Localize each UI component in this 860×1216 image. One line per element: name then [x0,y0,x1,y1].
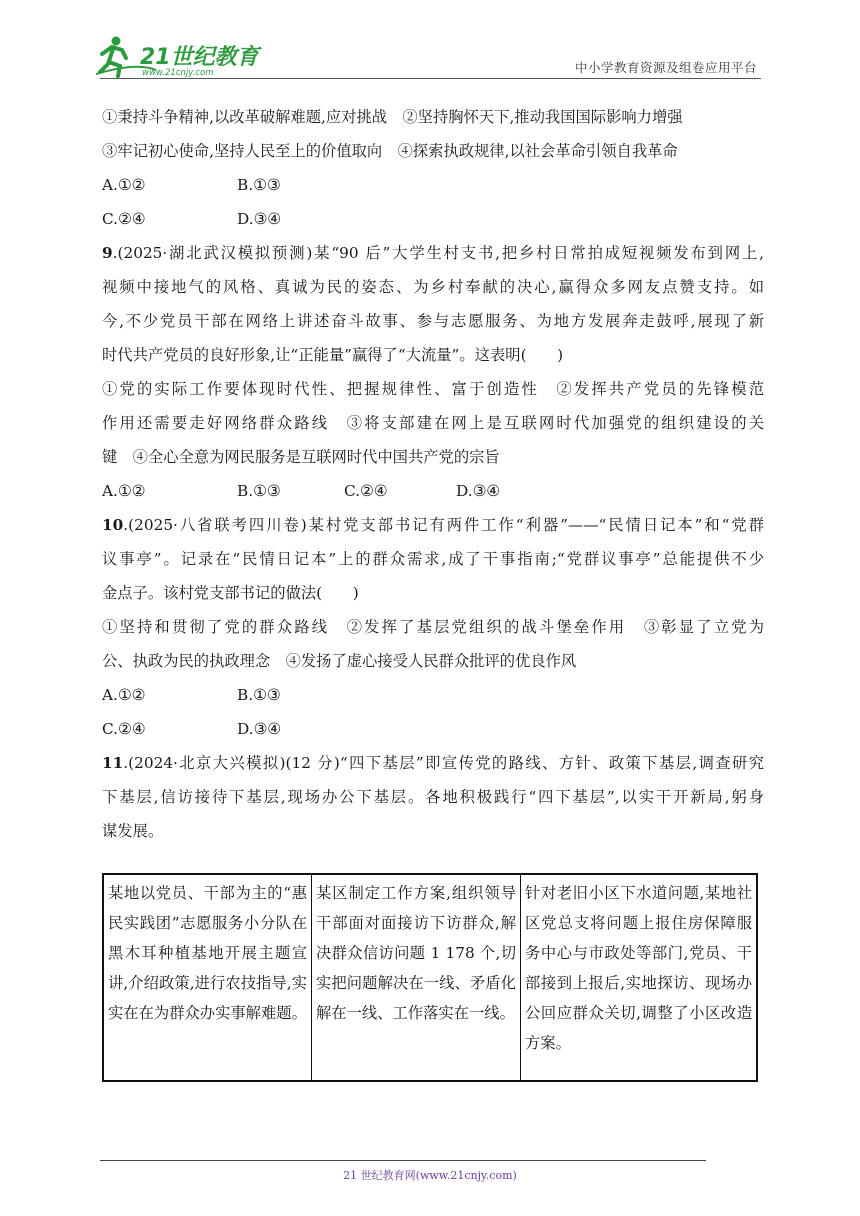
q9-option-a[interactable]: A.①② [102,482,146,500]
q11-stem-line-1 [102,746,764,780]
q8-option-a[interactable]: A.①② [102,176,146,194]
logo-text: 21世纪教育 [140,45,259,70]
q9-stem-line-3: 今,不少党员干部在网络上讲述奋斗故事、参与志愿服务、为地方发展奔走鼓呼,展现了新 [102,312,764,330]
q8-statements-line-2: ③牢记初心使命,坚持人民至上的价值取向 ④探索执政规律,以社会革命引领自我革命 [102,142,678,160]
header-divider [100,78,761,79]
logo-21cnjy [96,34,271,78]
q10-stem-line-3: 金点子。该村党支部书记的做法( ) [102,584,359,602]
q10-stem-line-1 [102,508,764,542]
page-header [96,30,761,82]
q11-stem-line-3: 谋发展。 [102,822,164,840]
q10-stem-text-1: .(2025·八省联考四川卷)某村党支部书记有两件工作“利器”——“民情日记本”和“党群 [123,516,764,534]
q9-stem-line-4: 时代共产党员的良好形象,让“正能量”赢得了“大流量”。这表明( ) [102,346,564,364]
q10-option-c[interactable]: C.②④ [102,720,146,738]
q9-statements-line-2: 作用还需要走好网络群众路线 ③将支部建在网上是互联网时代加强党的组织建设的关 [102,414,764,432]
footer-divider [100,1160,706,1161]
q9-option-d[interactable]: D.③④ [456,482,501,500]
q11-stem-line-2: 下基层,信访接待下基层,现场办公下基层。各地积极践行“四下基层”,以实干开新局,躬身 [102,788,764,806]
q11-stem-text-1: .(2024·北京大兴模拟)(12 分)“四下基层”即宣传党的路线、方针、政策下基层,调查研究 [123,754,764,772]
q9-number: 9 [102,244,113,262]
q10-number: 10 [102,516,124,534]
table-cell-1: 某地以党员、干部为主的“惠民实践团”志愿服务小分队在黑木耳种植基地开展主题宣讲,介绍政策,进行农技指导,实实在在为群众办实事解难题。 [108,884,307,1022]
q10-option-d[interactable]: D.③④ [237,720,282,738]
q9-stem-text-1: .(2025·湖北武汉模拟预测)某“90 后”大学生村支书,把乡村日常拍成短视频发布到网上, [112,244,764,262]
q10-statements-line-1: ①坚持和贯彻了党的群众路线 ②发挥了基层党组织的战斗堡垒作用 ③彰显了立党为 [102,618,764,636]
q8-options-row-2 [102,202,764,236]
q8-option-d[interactable]: D.③④ [237,210,282,228]
footer-text[interactable]: 21 世纪教育网(www.21cnjy.com) [343,1169,517,1182]
q10-option-b[interactable]: B.①③ [237,686,281,704]
q9-statements-line-1: ①党的实际工作要体现时代性、把握规律性、富于创造性 ②发挥共产党员的先锋模范 [102,380,764,398]
q8-options-row-1 [102,168,764,202]
q8-option-b[interactable]: B.①③ [237,176,281,194]
q10-options-row-1 [102,678,764,712]
q10-stem-line-2: 议事亭”。记录在“民情日记本”上的群众需求,成了干事指南;“党群议事亭”总能提供不少 [102,550,764,568]
q10-options-row-2 [102,712,764,746]
q10-statements-line-2: 公、执政为民的执政理念 ④发扬了虚心接受人民群众批评的优良作风 [102,652,577,670]
logo-url: www.21cnjy.com [142,68,214,78]
questions [102,100,764,848]
q9-option-c[interactable]: C.②④ [344,482,388,500]
q9-stem-line-1 [102,236,764,270]
q8-statements-line-1: ①秉持斗争精神,以改革破解难题,应对挑战 ②坚持胸怀天下,推动我国国际影响力增强 [102,108,683,126]
q11-material-table [102,873,758,1082]
q9-options-row [102,474,764,508]
q10-option-a[interactable]: A.①② [102,686,146,704]
q11-number: 11 [102,754,124,772]
table-cell-3: 针对老旧小区下水道问题,某地社区党总支将问题上报住房保障服务中心与市政处等部门,党员、干部接到上报后,实地探访、现场办公回应群众关切,调整了小区改造方案。 [520,875,756,1080]
q8-option-c[interactable]: C.②④ [102,210,146,228]
q9-option-b[interactable]: B.①③ [237,482,281,500]
q9-statements-line-3: 键 ④全心全意为网民服务是互联网时代中国共产党的宗旨 [102,448,500,466]
q9-stem-line-2: 视频中接地气的风格、真诚为民的姿态、为乡村奉献的决心,赢得众多网友点赞支持。如 [102,278,764,296]
table-cell-2: 某区制定工作方案,组织领导干部面对面接访下访群众,解决群众信访问题 1 178 个,切实把问题解决在一线、矛盾化解在一线、工作落实在一线。 [311,875,520,1080]
platform-name: 中小学教育资源及组卷应用平台 [574,60,757,75]
